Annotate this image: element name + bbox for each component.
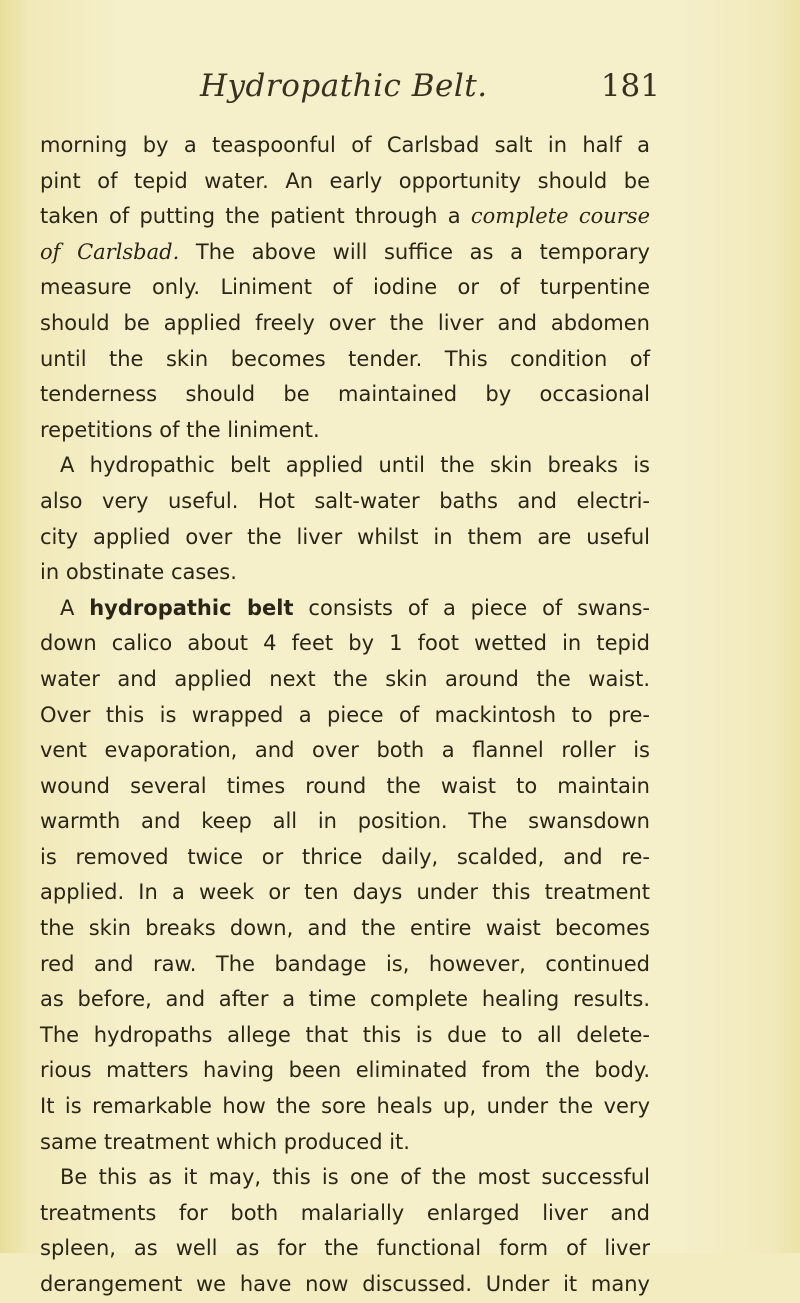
text-line: rious matters having been eliminated from the body.: [40, 1058, 650, 1083]
text-line: in obstinate cases.: [40, 560, 237, 585]
text-line: warmth and keep all in position. The swansdown: [40, 809, 650, 834]
text-line: the skin breaks down, and the entire waist becomes: [40, 916, 650, 941]
text-line: until the skin becomes tender. This condition of: [40, 346, 650, 371]
text-line: should be applied freely over the liver and abdomen: [40, 310, 650, 335]
text-line: The hydropaths allege that this is due to all delete-: [40, 1022, 650, 1047]
text-line: [40, 235, 650, 271]
line-segment: The above will suffice as a temporary: [179, 239, 650, 264]
text-line: pint of tepid water. An early opportunity should be: [40, 168, 650, 193]
text-line: same treatment which produced it.: [40, 1129, 410, 1154]
text-line: spleen, as well as for the functional form of liver: [40, 1236, 650, 1261]
text-line: city applied over the liver whilst in them are useful: [40, 524, 650, 549]
text-line: repetitions of the liniment.: [40, 417, 320, 442]
bold-term: hydropathic belt: [89, 595, 294, 620]
text-line: water and applied next the skin around the waist.: [40, 666, 650, 691]
text-line: A hydropathic belt applied until the skin breaks is: [60, 453, 650, 478]
text-line: tenderness should be maintained by occasional: [40, 382, 650, 407]
text-line: vent evaporation, and over both a flannel roller is: [40, 738, 650, 763]
text-line: Over this is wrapped a piece of mackintosh to pre-: [40, 702, 650, 727]
page-number: 181: [600, 68, 660, 104]
text-line: is removed twice or thrice daily, scalded, and re-: [40, 844, 650, 869]
text-line: applied. In a week or ten days under this treatment: [40, 880, 650, 905]
page-header: [200, 68, 670, 118]
text-line: It is remarkable how the sore heals up, under the very: [40, 1094, 650, 1119]
line-segment: taken of putting the patient through a: [40, 204, 471, 229]
text-line: Be this as it may, this is one of the most successful: [60, 1165, 650, 1190]
text-line: treatments for both malarially enlarged liver and: [40, 1200, 650, 1225]
text-line: down calico about 4 feet by 1 foot wetted in tepid: [40, 631, 650, 656]
text-line: morning by a teaspoonful of Carlsbad salt in half a: [40, 133, 650, 157]
text-line: [40, 591, 650, 627]
text-line: [40, 199, 650, 235]
text-line: red and raw. The bandage is, however, continued: [40, 951, 650, 976]
italic-phrase: of Carlsbad.: [40, 239, 180, 264]
running-title: Hydropathic Belt.: [200, 68, 488, 104]
body-text: [40, 128, 650, 1303]
text-line: wound several times round the waist to maintain: [40, 773, 650, 798]
text-line: also very useful. Hot salt-water baths and electri-: [40, 488, 650, 513]
text-line: measure only. Liniment of iodine or of turpentine: [40, 275, 650, 300]
line-segment: A: [60, 595, 90, 620]
text-line: derangement we have now discussed. Under it many: [40, 1272, 650, 1296]
text-line: as before, and after a time complete healing results.: [40, 987, 650, 1012]
line-segment: consists of a piece of swans-: [293, 595, 650, 620]
italic-phrase: complete course: [470, 204, 650, 229]
